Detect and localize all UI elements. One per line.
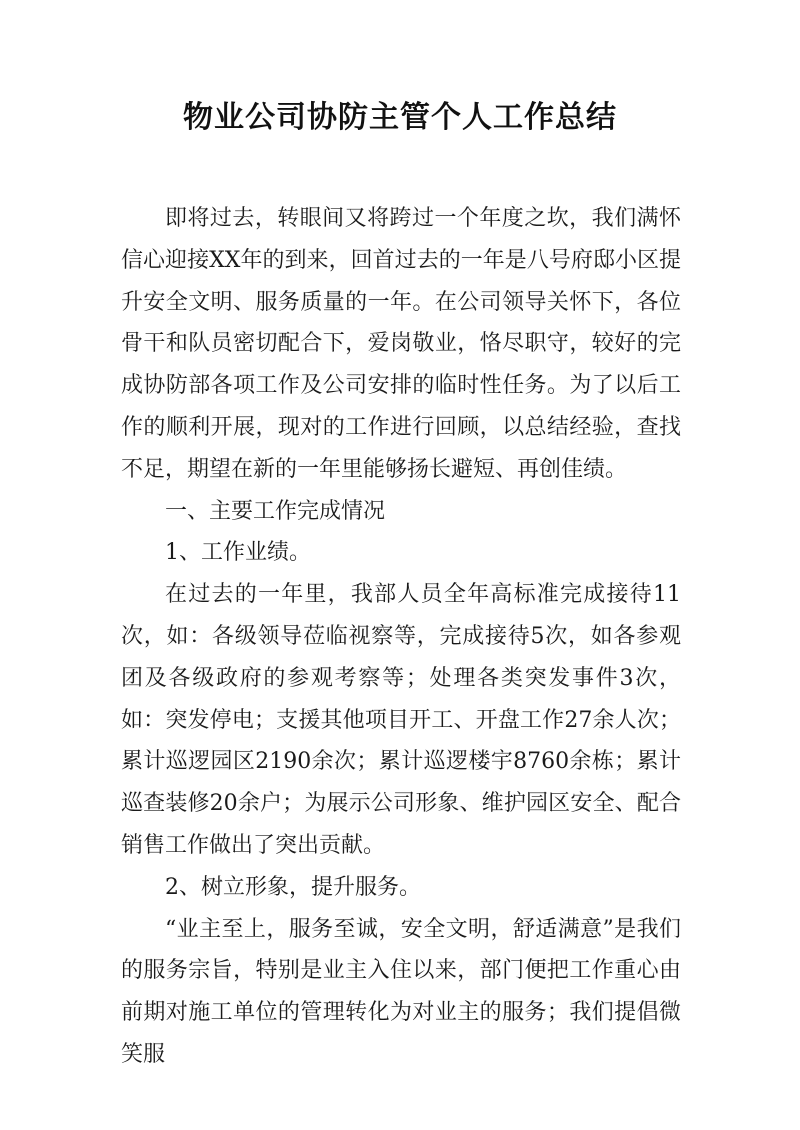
document-body — [121, 198, 681, 1076]
paragraph-work-performance: 在过去的一年里，我部人员全年高标准完成接待11次，如：各级领导莅临视察等，完成接待5次，如各参观团及各级政府的参观考察等；处理各类突发事件3次，如：突发停电；支援其他项目开工、开盘工作27余人次；累计巡逻园区2190余次；累计巡逻楼宇8760余栋；累计巡查装修20余户；为展示公司形象、维护园区安全、配合销售工作做出了突出贡献。 — [121, 582, 681, 858]
section-heading-main-work: 一、主要工作完成情况 — [165, 498, 386, 524]
subheading-work-performance: 1、工作业绩。 — [165, 540, 311, 566]
document-title: 物业公司协防主管个人工作总结 — [183, 100, 617, 135]
paragraph-intro: 即将过去，转眼间又将跨过一个年度之坎，我们满怀信心迎接XX年的到来，回首过去的一年是八号府邸小区提升安全文明、服务质量的一年。在公司领导关怀下，各位骨干和队员密切配合下，爱岗敬业，恪尽职守，较好的完成协防部各项工作及公司安排的临时性任务。为了以后工作的顺利开展，现对的工作进行回顾，以总结经验，查找不足，期望在新的一年里能够扬长避短、再创佳绩。 — [121, 206, 681, 482]
subheading-image-service: 2、树立形象，提升服务。 — [165, 874, 421, 900]
paragraph-service-tenet: “业主至上，服务至诚，安全文明，舒适满意”是我们的服务宗旨，特别是业主入住以来，部门便把工作重心由前期对施工单位的管理转化为对业主的服务；我们提倡微笑服 — [121, 916, 681, 1067]
